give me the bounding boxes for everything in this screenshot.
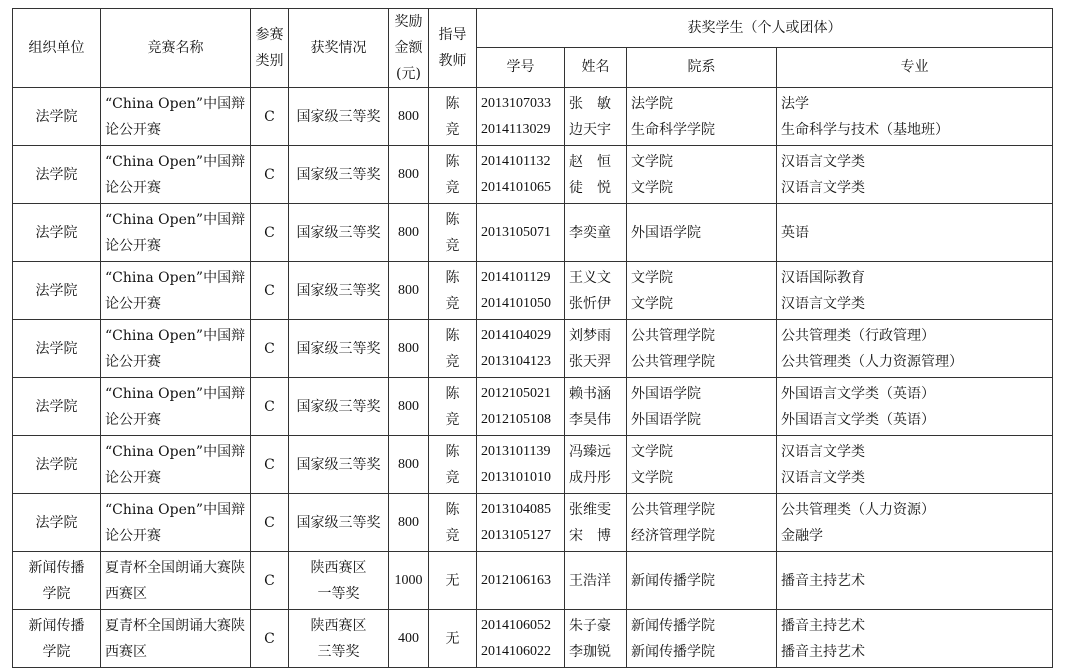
cell-major: 外国语言文学类（英语） 外国语言文学类（英语） bbox=[777, 378, 1053, 436]
cell-org: 法学院 bbox=[13, 88, 101, 146]
cell-teacher: 陈 竞 bbox=[429, 378, 477, 436]
cell-org: 法学院 bbox=[13, 494, 101, 552]
table-body bbox=[13, 88, 1053, 668]
cell-major: 公共管理类（人力资源） 金融学 bbox=[777, 494, 1053, 552]
cell-student-id: 2012106163 bbox=[477, 552, 565, 610]
cell-contest: “China Open”中国辩论公开赛 bbox=[101, 204, 251, 262]
cell-org: 法学院 bbox=[13, 262, 101, 320]
cell-college: 文学院 文学院 bbox=[627, 146, 777, 204]
header-name: 姓名 bbox=[565, 47, 627, 87]
cell-major: 英语 bbox=[777, 204, 1053, 262]
cell-org: 法学院 bbox=[13, 378, 101, 436]
cell-award: 国家级三等奖 bbox=[289, 262, 389, 320]
cell-student-id: 2013101139 2013101010 bbox=[477, 436, 565, 494]
cell-student-id: 2013104085 2013105127 bbox=[477, 494, 565, 552]
cell-teacher: 无 bbox=[429, 610, 477, 668]
cell-college: 公共管理学院 经济管理学院 bbox=[627, 494, 777, 552]
header-college: 院系 bbox=[627, 47, 777, 87]
cell-student-name: 赖书涵 李昊伟 bbox=[565, 378, 627, 436]
header-award: 获奖情况 bbox=[289, 9, 389, 88]
cell-contest: “China Open”中国辩论公开赛 bbox=[101, 436, 251, 494]
table-row bbox=[13, 378, 1053, 436]
cell-contest: “China Open”中国辩论公开赛 bbox=[101, 262, 251, 320]
cell-award: 国家级三等奖 bbox=[289, 146, 389, 204]
table-row bbox=[13, 552, 1053, 610]
cell-award: 国家级三等奖 bbox=[289, 204, 389, 262]
cell-student-name: 朱子豪 李珈锐 bbox=[565, 610, 627, 668]
cell-category: C bbox=[251, 320, 289, 378]
cell-student-name: 李奕童 bbox=[565, 204, 627, 262]
cell-org: 法学院 bbox=[13, 204, 101, 262]
cell-teacher: 无 bbox=[429, 552, 477, 610]
cell-category: C bbox=[251, 436, 289, 494]
cell-amount: 800 bbox=[389, 320, 429, 378]
cell-student-id: 2014101129 2014101050 bbox=[477, 262, 565, 320]
cell-teacher: 陈 竞 bbox=[429, 88, 477, 146]
cell-contest: “China Open”中国辩论公开赛 bbox=[101, 146, 251, 204]
cell-amount: 800 bbox=[389, 436, 429, 494]
table-row bbox=[13, 436, 1053, 494]
cell-major: 汉语言文学类 汉语言文学类 bbox=[777, 436, 1053, 494]
cell-contest: “China Open”中国辩论公开赛 bbox=[101, 88, 251, 146]
cell-amount: 800 bbox=[389, 204, 429, 262]
cell-college: 新闻传播学院 新闻传播学院 bbox=[627, 610, 777, 668]
cell-amount: 800 bbox=[389, 262, 429, 320]
cell-contest: 夏青杯全国朗诵大赛陕西赛区 bbox=[101, 610, 251, 668]
table-row bbox=[13, 262, 1053, 320]
cell-college: 法学院 生命科学学院 bbox=[627, 88, 777, 146]
cell-amount: 800 bbox=[389, 494, 429, 552]
header-contest: 竞赛名称 bbox=[101, 9, 251, 88]
cell-college: 文学院 文学院 bbox=[627, 262, 777, 320]
cell-student-name: 张维雯 宋 博 bbox=[565, 494, 627, 552]
table-row bbox=[13, 204, 1053, 262]
cell-org: 法学院 bbox=[13, 146, 101, 204]
cell-teacher: 陈 竞 bbox=[429, 320, 477, 378]
cell-student-id: 2014106052 2014106022 bbox=[477, 610, 565, 668]
cell-amount: 1000 bbox=[389, 552, 429, 610]
table-row bbox=[13, 146, 1053, 204]
cell-award: 国家级三等奖 bbox=[289, 88, 389, 146]
cell-student-id: 2012105021 2012105108 bbox=[477, 378, 565, 436]
cell-contest: “China Open”中国辩论公开赛 bbox=[101, 494, 251, 552]
cell-contest: 夏青杯全国朗诵大赛陕西赛区 bbox=[101, 552, 251, 610]
cell-category: C bbox=[251, 262, 289, 320]
header-org: 组织单位 bbox=[13, 9, 101, 88]
cell-org: 新闻传播 学院 bbox=[13, 552, 101, 610]
cell-student-id: 2013105071 bbox=[477, 204, 565, 262]
cell-award: 国家级三等奖 bbox=[289, 378, 389, 436]
cell-category: C bbox=[251, 494, 289, 552]
cell-student-id: 2014101132 2014101065 bbox=[477, 146, 565, 204]
cell-award: 国家级三等奖 bbox=[289, 494, 389, 552]
cell-teacher: 陈 竞 bbox=[429, 262, 477, 320]
cell-category: C bbox=[251, 552, 289, 610]
cell-category: C bbox=[251, 204, 289, 262]
header-amount: 奖励 金额 (元) bbox=[389, 9, 429, 88]
cell-contest: “China Open”中国辩论公开赛 bbox=[101, 320, 251, 378]
cell-award: 陕西赛区 三等奖 bbox=[289, 610, 389, 668]
cell-teacher: 陈 竞 bbox=[429, 494, 477, 552]
cell-student-name: 王义文 张忻伊 bbox=[565, 262, 627, 320]
award-table bbox=[12, 8, 1053, 668]
cell-college: 文学院 文学院 bbox=[627, 436, 777, 494]
cell-student-name: 王浩洋 bbox=[565, 552, 627, 610]
cell-teacher: 陈 竞 bbox=[429, 436, 477, 494]
cell-teacher: 陈 竞 bbox=[429, 204, 477, 262]
header-teacher: 指导 教师 bbox=[429, 9, 477, 88]
header-major: 专业 bbox=[777, 47, 1053, 87]
cell-category: C bbox=[251, 88, 289, 146]
cell-contest: “China Open”中国辩论公开赛 bbox=[101, 378, 251, 436]
cell-teacher: 陈 竞 bbox=[429, 146, 477, 204]
cell-college: 新闻传播学院 bbox=[627, 552, 777, 610]
cell-amount: 400 bbox=[389, 610, 429, 668]
cell-award: 陕西赛区 一等奖 bbox=[289, 552, 389, 610]
cell-student-name: 冯臻远 成丹彤 bbox=[565, 436, 627, 494]
cell-college: 外国语学院 外国语学院 bbox=[627, 378, 777, 436]
cell-college: 公共管理学院 公共管理学院 bbox=[627, 320, 777, 378]
cell-org: 法学院 bbox=[13, 320, 101, 378]
cell-major: 汉语国际教育 汉语言文学类 bbox=[777, 262, 1053, 320]
cell-major: 法学 生命科学与技术（基地班） bbox=[777, 88, 1053, 146]
cell-major: 播音主持艺术 播音主持艺术 bbox=[777, 610, 1053, 668]
cell-amount: 800 bbox=[389, 88, 429, 146]
cell-major: 播音主持艺术 bbox=[777, 552, 1053, 610]
cell-major: 汉语言文学类 汉语言文学类 bbox=[777, 146, 1053, 204]
header-student-id: 学号 bbox=[477, 47, 565, 87]
cell-major: 公共管理类（行政管理） 公共管理类（人力资源管理） bbox=[777, 320, 1053, 378]
cell-category: C bbox=[251, 146, 289, 204]
cell-org: 新闻传播 学院 bbox=[13, 610, 101, 668]
cell-amount: 800 bbox=[389, 378, 429, 436]
cell-student-name: 张 敏 边天宇 bbox=[565, 88, 627, 146]
cell-college: 外国语学院 bbox=[627, 204, 777, 262]
cell-student-id: 2014104029 2013104123 bbox=[477, 320, 565, 378]
cell-amount: 800 bbox=[389, 146, 429, 204]
cell-award: 国家级三等奖 bbox=[289, 320, 389, 378]
cell-org: 法学院 bbox=[13, 436, 101, 494]
header-category: 参赛 类别 bbox=[251, 9, 289, 88]
cell-category: C bbox=[251, 378, 289, 436]
table-row bbox=[13, 320, 1053, 378]
table-row bbox=[13, 610, 1053, 668]
header-students-group: 获奖学生（个人或团体） bbox=[477, 9, 1053, 48]
table-row bbox=[13, 88, 1053, 146]
table-row bbox=[13, 494, 1053, 552]
cell-student-name: 刘梦雨 张天羿 bbox=[565, 320, 627, 378]
cell-student-name: 赵 恒 徒 悦 bbox=[565, 146, 627, 204]
cell-category: C bbox=[251, 610, 289, 668]
cell-student-id: 2013107033 2014113029 bbox=[477, 88, 565, 146]
cell-award: 国家级三等奖 bbox=[289, 436, 389, 494]
